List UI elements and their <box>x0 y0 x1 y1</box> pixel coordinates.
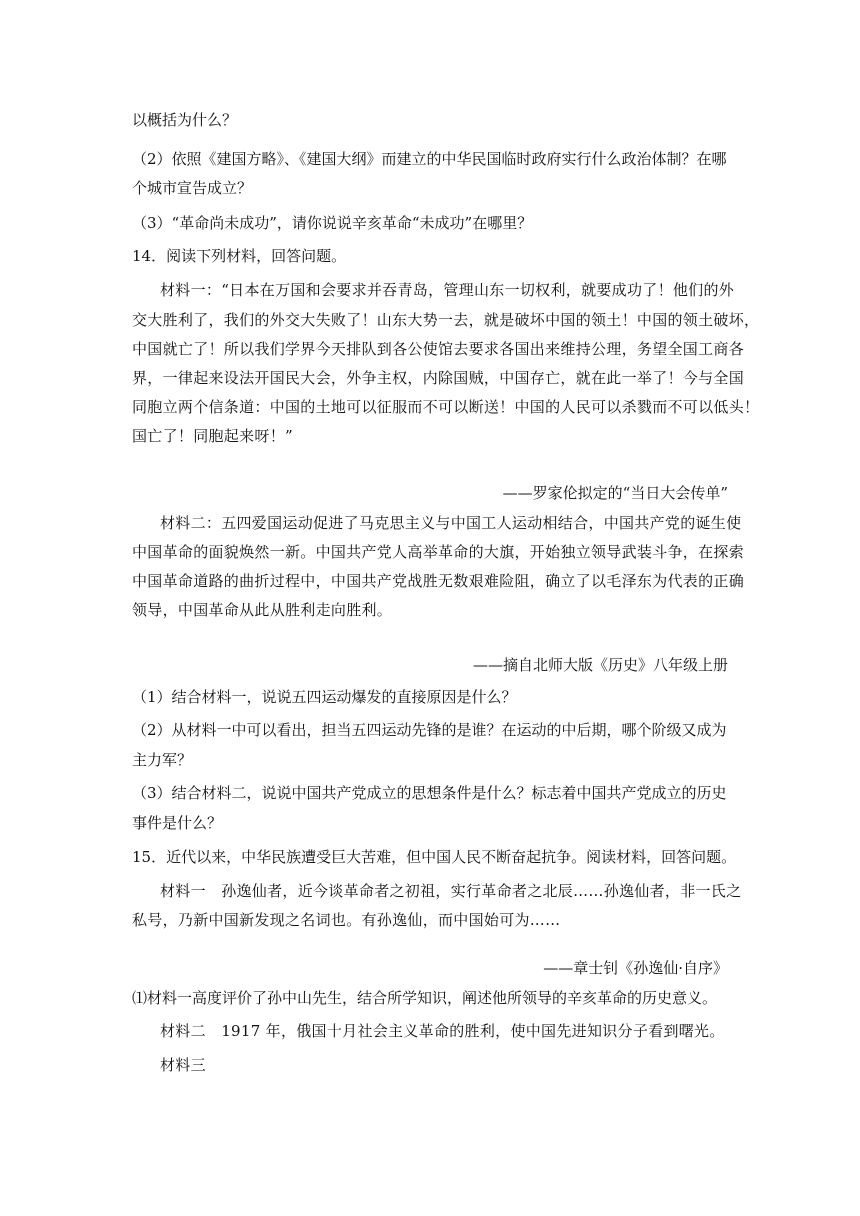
material-1-source: ——罗家伦拟定的“当日大会传单” <box>502 484 728 502</box>
material-1-line-4: 界，一律起来设法开国民大会，外争主权，内除国贼，中国存亡，就在此一举了！今与全国 <box>132 369 745 387</box>
q15-material-1-line-1: 材料一 孙逸仙者，近今谈革命者之初祖，实行革命者之北辰……孙逸仙者，非一氏之 <box>160 882 742 900</box>
material-2-line-2: 中国革命的面貌焕然一新。中国共产党人高举革命的大旗，开始独立领导武装斗争，在探索 <box>132 543 745 561</box>
question-13-1-tail: 以概括为什么？ <box>132 111 238 129</box>
material-1-line-1: 材料一：“日本在万国和会要求并吞青岛，管理山东一切权利，就要成功了！他们的外 <box>160 281 735 299</box>
question-14-3-cont: 事件是什么？ <box>132 814 223 832</box>
question-13-2: （2）依照《建国方略》、《建国大纲》而建立的中华民国临时政府实行什么政治体制？在哪 <box>132 150 727 168</box>
material-2-source: ——摘自北师大版《历史》八年级上册 <box>472 656 728 674</box>
question-14-title: 14．阅读下列材料，回答问题。 <box>132 247 347 265</box>
q15-material-2: 材料二 1917 年，俄国十月社会主义革命的胜利，使中国先进知识分子看到曙光。 <box>160 1022 725 1040</box>
material-2-line-3: 中国革命道路的曲折过程中，中国共产党战胜无数艰难险阻，确立了以毛泽东为代表的正确 <box>132 572 745 590</box>
question-14-1: （1）结合材料一，说说五四运动爆发的直接原因是什么？ <box>132 688 517 706</box>
material-1-line-6: 国亡了！同胞起来呀！” <box>132 427 293 445</box>
question-14-3: （3）结合材料二，说说中国共产党成立的思想条件是什么？标志着中国共产党成立的历史 <box>132 784 727 802</box>
question-15-title: 15．近代以来，中华民族遭受巨大苦难，但中国人民不断奋起抗争。阅读材料，回答问题。 <box>132 848 737 866</box>
q15-material-1-line-2: 私号，乃新中国新发现之名词也。有孙逸仙，而中国始可为…… <box>132 911 561 929</box>
question-13-3: （3）“革命尚未成功”，请你说说辛亥革命“未成功”在哪里？ <box>132 214 533 232</box>
question-14-2: （2）从材料一中可以看出，担当五四运动先锋的是谁？在运动的中后期，哪个阶级又成为 <box>132 721 727 739</box>
q15-material-3-label: 材料三 <box>160 1056 206 1074</box>
question-14-2-cont: 主力军？ <box>132 751 193 769</box>
material-1-line-3: 中国就亡了！所以我们学界今天排队到各公使馆去要求各国出来维持公理，务望全国工商各 <box>132 340 745 358</box>
question-13-2-cont: 个城市宣告成立？ <box>132 179 253 197</box>
question-15-1: ⑴材料一高度评价了孙中山先生，结合所学知识，阐述他所领导的辛亥革命的历史意义。 <box>132 989 718 1007</box>
material-2-line-1: 材料二：五四爱国运动促进了马克思主义与中国工人运动相结合，中国共产党的诞生使 <box>160 514 742 532</box>
material-1-line-2: 交大胜利了，我们的外交大失败了！山东大势一去，就是破坏中国的领土！中国的领土破坏， <box>132 311 760 329</box>
material-1-line-5: 同胞立两个信条道：中国的土地可以征服而不可以断送！中国的人民可以杀戮而不可以低头！ <box>132 398 760 416</box>
q15-material-1-source: ——章士钊《孙逸仙·自序》 <box>543 959 728 977</box>
material-2-line-4: 领导，中国革命从此从胜利走向胜利。 <box>132 601 393 619</box>
